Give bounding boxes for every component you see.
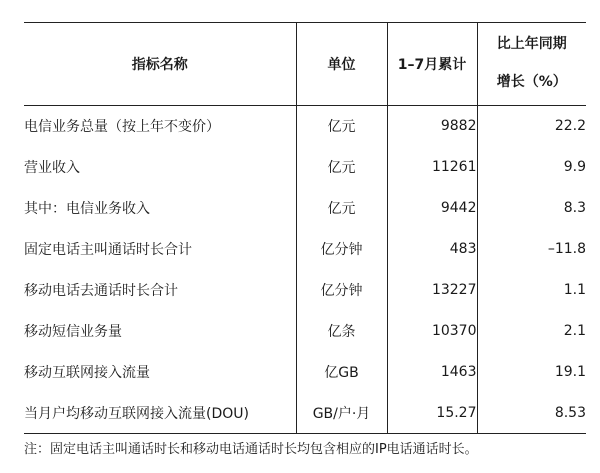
cell-unit: GB/户·月 [296, 393, 387, 434]
cell-cumulative: 483 [387, 229, 477, 270]
cell-unit: 亿元 [296, 188, 387, 229]
cell-unit: 亿元 [296, 147, 387, 188]
cell-indicator-name: 移动互联网接入流量 [24, 352, 296, 393]
cell-indicator-name: 营业收入 [24, 147, 296, 188]
table-row [24, 229, 586, 270]
cell-cumulative: 15.27 [387, 393, 477, 434]
cell-cumulative: 13227 [387, 270, 477, 311]
cell-unit: 亿分钟 [296, 270, 387, 311]
cell-indicator-name: 电信业务总量（按上年不变价） [24, 106, 296, 147]
table-row [24, 147, 586, 188]
header-unit: 单位 [296, 23, 387, 106]
cell-growth: 2.1 [563, 323, 586, 339]
cell-cumulative: 10370 [387, 311, 477, 352]
statistics-table [24, 22, 586, 434]
table-row [24, 188, 586, 229]
cell-cumulative: 11261 [387, 147, 477, 188]
cell-growth: –11.8 [547, 241, 586, 257]
header-cumulative: 1–7月累计 [387, 23, 477, 106]
cell-growth: 19.1 [554, 364, 586, 380]
cell-cumulative: 9442 [387, 188, 477, 229]
header-row [24, 23, 586, 106]
table-body [24, 106, 586, 434]
header-growth-line2: 增长（%） [496, 74, 567, 90]
cell-indicator-name: 移动短信业务量 [24, 311, 296, 352]
cell-unit: 亿元 [296, 106, 387, 147]
cell-unit: 亿GB [296, 352, 387, 393]
table-row [24, 311, 586, 352]
cell-indicator-name: 固定电话主叫通话时长合计 [24, 229, 296, 270]
table-row [24, 393, 586, 434]
cell-growth: 9.9 [563, 159, 586, 175]
cell-growth: 8.3 [563, 200, 586, 216]
cell-indicator-name: 当月户均移动互联网接入流量(DOU) [24, 393, 296, 434]
cell-indicator-name: 移动电话去通话时长合计 [24, 270, 296, 311]
footnote: 注：固定电话主叫通话时长和移动电话通话时长均包含相应的IP电话通话时长。 [24, 442, 478, 457]
cell-growth: 22.2 [554, 118, 586, 135]
header-growth [477, 23, 586, 106]
header-growth-line1: 比上年同期 [496, 36, 567, 52]
table-header [24, 23, 586, 106]
header-indicator-name: 指标名称 [24, 23, 296, 106]
cell-growth: 1.1 [563, 282, 586, 298]
cell-cumulative: 9882 [387, 106, 477, 147]
table-row [24, 106, 586, 147]
cell-cumulative: 1463 [387, 352, 477, 393]
cell-unit: 亿分钟 [296, 229, 387, 270]
cell-unit: 亿条 [296, 311, 387, 352]
cell-growth: 8.53 [554, 404, 586, 421]
table-row [24, 352, 586, 393]
table-row [24, 270, 586, 311]
cell-indicator-name: 其中：电信业务收入 [24, 188, 296, 229]
